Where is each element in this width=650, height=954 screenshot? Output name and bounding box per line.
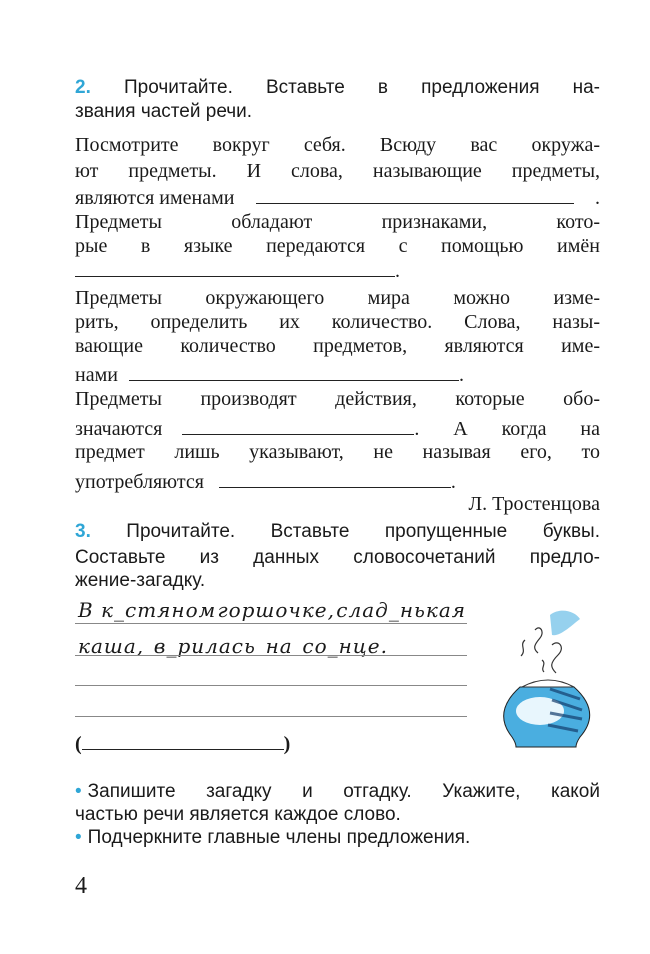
period: . xyxy=(450,471,456,493)
word: в_рилась xyxy=(153,634,256,658)
exercise-3-instruction xyxy=(75,520,600,544)
instruction-text: жение-загадку. xyxy=(75,570,206,591)
answer-blank[interactable] xyxy=(129,362,459,381)
task-1 xyxy=(75,780,600,804)
text-line xyxy=(75,469,600,494)
text-line: вающие количество предметов, являются име- xyxy=(75,335,600,357)
text-line: ют предметы. И слова, называющие предметы, xyxy=(75,160,600,182)
text: . А когда на xyxy=(414,418,600,440)
word: со_нце. xyxy=(302,634,388,658)
instruction-text: Прочитайте. Вставьте пропущенные буквы. xyxy=(126,521,600,542)
text-line xyxy=(75,416,600,441)
author: Л. Тростенцова xyxy=(468,493,600,515)
text: нами xyxy=(75,364,118,386)
exercise-number: 2. xyxy=(75,77,91,98)
task-text: Запишите загадку и отгадку. Укажите, какой xyxy=(87,781,600,802)
word: горшочке, xyxy=(217,598,335,622)
bullet-icon: • xyxy=(75,827,82,848)
task-text: Подчеркните главные члены предложения. xyxy=(87,827,471,848)
text-line: Посмотрите вокруг себя. Всюду вас окружа- xyxy=(75,134,600,156)
instruction-text: Составьте из данных словосочетаний предло- xyxy=(75,547,600,568)
text-line: Предметы обладают признаками, кото- xyxy=(75,211,600,233)
text: являются именами xyxy=(75,187,235,209)
text-line: Предметы производят действия, которые обо- xyxy=(75,388,600,410)
answer-blank[interactable] xyxy=(75,258,395,277)
text-line: предмет лишь указывают, не называя его, то xyxy=(75,441,600,463)
bullet-icon: • xyxy=(75,781,82,802)
writing-line[interactable] xyxy=(75,685,467,686)
word: каша, xyxy=(78,634,145,658)
paren: ( xyxy=(75,733,82,755)
text-line xyxy=(75,185,600,210)
exercise-number: 3. xyxy=(75,521,91,542)
writing-line[interactable] xyxy=(75,655,467,656)
text: употребляются xyxy=(75,471,204,493)
text-line: нами . xyxy=(75,364,464,386)
handwriting-line-1 xyxy=(78,598,466,622)
task-2 xyxy=(75,826,600,850)
text-line: рить, определить их количество. Слова, назы- xyxy=(75,311,600,333)
text: значаются xyxy=(75,418,163,440)
text-line: Предметы окружающего мира можно изме- xyxy=(75,287,600,309)
writing-line xyxy=(75,623,467,624)
answer-blank[interactable] xyxy=(219,469,451,488)
answer-blank[interactable] xyxy=(182,416,414,435)
page-number: 4 xyxy=(75,873,87,899)
word: на xyxy=(265,634,293,658)
paren: ) xyxy=(283,733,291,755)
text-line: . xyxy=(75,258,600,283)
period: . xyxy=(594,187,600,209)
task-text: частью речи является каждое слово. xyxy=(75,804,401,825)
word: В к_стяном xyxy=(78,598,217,622)
instruction-text: Прочитайте. Вставьте в предложения на- xyxy=(123,77,601,98)
text-line: рые в языке передаются с помощью имён xyxy=(75,235,600,257)
exercise-2-instruction xyxy=(75,76,600,100)
word: слад_нькая xyxy=(336,598,466,622)
answer-blank[interactable] xyxy=(82,731,284,750)
pot-illustration xyxy=(490,605,610,750)
instruction-text: звания частей речи. xyxy=(75,101,253,122)
writing-line[interactable] xyxy=(75,716,467,717)
answer-blank[interactable] xyxy=(256,185,574,204)
